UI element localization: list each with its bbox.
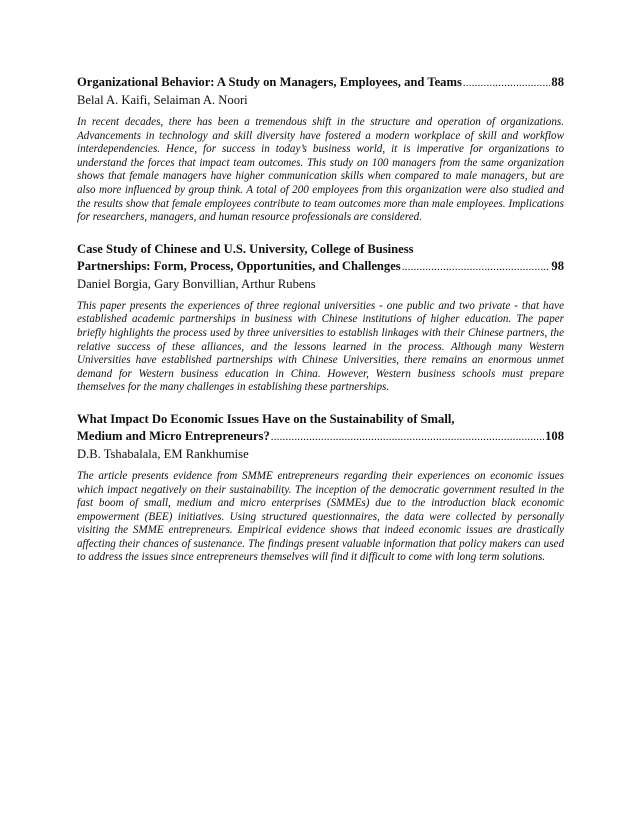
entry-authors: Belal A. Kaifi, Selaiman A. Noori [77,93,248,107]
entry-title: Partnerships: Form, Process, Opportunities, and Challenges [77,258,401,273]
entry-abstract: This paper presents the experiences of three regional universities - one public and two private - that have established academic partnerships in business with Chinese institutions of higher education. The paper briefly highlights the process used by three universities to establish linkages with their Chinese partners, the relative success of these alliances, and the lessons learned in the process. Although many Western Universities have established partnerships with Chinese Universities, there remains an enormous unmet demand for Western business education in China. However, Western business schools must prepare themselves for the many challenges in establishing these partnerships. [77,299,564,394]
entry-authors: D.B. Tshabalala, EM Rankhumise [77,446,249,461]
entry-title-line[interactable] [77,258,564,276]
toc-entry [77,411,564,565]
dot-leader [463,75,551,92]
entry-title-line[interactable] [77,74,564,92]
table-of-contents [77,74,564,581]
dot-leader [402,259,551,276]
page-number: 88 [551,75,564,89]
toc-entry [77,74,564,225]
page-number: 108 [545,428,564,443]
entry-title-first-line[interactable]: What Impact Do Economic Issues Have on the Sustainability of Small, [77,411,455,426]
entry-authors: Daniel Borgia, Gary Bonvillian, Arthur Rubens [77,276,316,291]
entry-title: Organizational Behavior: A Study on Managers, Employees, and Teams [77,75,462,89]
entry-title-first-line[interactable]: Case Study of Chinese and U.S. University, College of Business [77,241,414,256]
toc-entry [77,241,564,395]
dot-leader [271,429,544,446]
page-number: 98 [551,258,564,273]
entry-title-line[interactable] [77,428,564,446]
entry-abstract: In recent decades, there has been a tremendous shift in the structure and operation of organizations. Advancements in technology and skill diversity have fostered a modern workplace of skill and workflow interdependencies. Hence, for success in today’s business world, it is imperative for organizations to understand the forces that impact team outcomes. This study on 100 managers from the same organization shows that female managers have higher communication skills when compared to male managers, but are also more influenced by group think. A total of 200 employees from this organization were also studied and the results show that female employees contribute to team outcomes more than male employees. Implications for researchers, managers, and human resource professionals are considered. [77,116,564,224]
entry-title: Medium and Micro Entrepreneurs? [77,428,270,443]
entry-abstract: The article presents evidence from SMME entrepreneurs regarding their experiences on economic issues which impact negatively on their sustainability. The inception of the democratic government resulted in the fast boom of small, medium and micro enterprises (SMMEs) due to the introduction black economic empowerment (BEE) initiatives. Using structured questionnaires, the data were collected by personally visiting the SMME entrepreneurs. Empirical evidence shows that indeed economic issues are drastically affecting their chances of sustenance. The findings present valuable information that policy makers can used to address the issues since entrepreneurs themselves will find it difficult to come with long term solutions. [77,469,564,564]
